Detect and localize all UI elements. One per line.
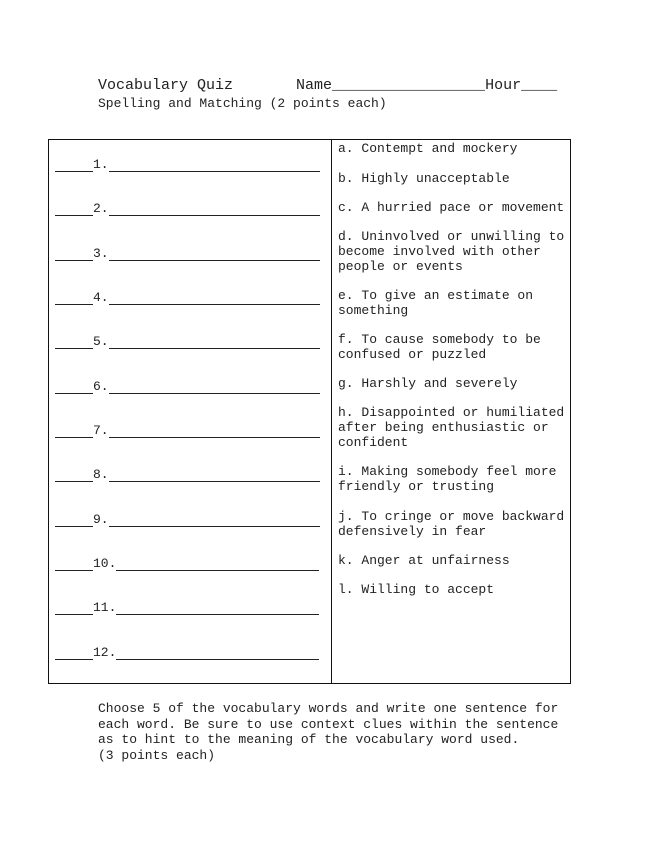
definition-item: j. To cringe or move backward defensively in fear [338, 509, 565, 539]
letter-answer-blank[interactable] [55, 556, 93, 571]
answer-blank-row [55, 642, 319, 660]
definition-item: a. Contempt and mockery [338, 141, 518, 156]
letter-answer-blank[interactable] [55, 512, 93, 527]
word-spelling-blank[interactable] [109, 246, 320, 261]
letter-answer-blank[interactable] [55, 246, 93, 261]
answer-blank-row [55, 553, 319, 571]
item-number: 10. [93, 556, 117, 571]
item-number: 8. [93, 467, 109, 482]
letter-answer-blank[interactable] [55, 423, 93, 438]
answer-blank-row [55, 287, 320, 305]
quiz-subtitle: Spelling and Matching (2 points each) [98, 96, 387, 111]
definition-item: h. Disappointed or humiliated after being enthusiastic or confident [338, 405, 565, 450]
matching-table [48, 139, 571, 684]
word-spelling-blank[interactable] [109, 201, 320, 216]
answer-blank-row [55, 597, 319, 615]
instructions-text: Choose 5 of the vocabulary words and write one sentence for each word. Be sure to use context clues within the sentence as to hint to the meaning of the vocabulary word used. [98, 701, 559, 747]
sentence-instructions [98, 701, 578, 763]
item-number: 6. [93, 379, 109, 394]
item-number: 5. [93, 334, 109, 349]
column-divider [331, 140, 332, 683]
definition-item: d. Uninvolved or unwilling to become involved with other people or events [338, 229, 565, 274]
letter-answer-blank[interactable] [55, 645, 93, 660]
item-number: 9. [93, 512, 109, 527]
word-spelling-blank[interactable] [116, 600, 319, 615]
word-spelling-blank[interactable] [116, 556, 319, 571]
word-spelling-blank[interactable] [109, 467, 320, 482]
definition-item: g. Harshly and severely [338, 376, 518, 391]
answer-blank-row [55, 154, 320, 172]
definition-item: b. Highly unacceptable [338, 171, 510, 186]
letter-answer-blank[interactable] [55, 467, 93, 482]
definition-item: c. A hurried pace or movement [338, 200, 565, 215]
letter-answer-blank[interactable] [55, 157, 93, 172]
item-number: 1. [93, 157, 109, 172]
definition-item: k. Anger at unfairness [338, 553, 510, 568]
answer-blank-row [55, 420, 320, 438]
answer-blank-row [55, 376, 320, 394]
word-spelling-blank[interactable] [109, 423, 320, 438]
item-number: 7. [93, 423, 109, 438]
word-spelling-blank[interactable] [109, 512, 320, 527]
definition-item: e. To give an estimate on something [338, 288, 534, 318]
word-spelling-blank[interactable] [116, 645, 319, 660]
definition-item: f. To cause somebody to be confused or puzzled [338, 332, 541, 362]
answer-blank-row [55, 243, 320, 261]
answer-blank-row [55, 509, 320, 527]
letter-answer-blank[interactable] [55, 290, 93, 305]
item-number: 11. [93, 600, 117, 615]
letter-answer-blank[interactable] [55, 201, 93, 216]
definition-item: l. Willing to accept [338, 582, 495, 597]
word-spelling-blank[interactable] [109, 290, 320, 305]
item-number: 12. [93, 645, 117, 660]
quiz-title-line: Vocabulary Quiz Name_________________Hour____ [98, 77, 558, 94]
word-spelling-blank[interactable] [109, 334, 320, 349]
letter-answer-blank[interactable] [55, 379, 93, 394]
item-number: 4. [93, 290, 109, 305]
item-number: 2. [93, 201, 109, 216]
definition-item: i. Making somebody feel more friendly or trusting [338, 464, 557, 494]
letter-answer-blank[interactable] [55, 600, 93, 615]
word-spelling-blank[interactable] [109, 379, 320, 394]
answer-blank-row [55, 331, 320, 349]
word-spelling-blank[interactable] [109, 157, 320, 172]
answer-blank-row [55, 464, 320, 482]
answer-blank-row [55, 198, 320, 216]
letter-answer-blank[interactable] [55, 334, 93, 349]
item-number: 3. [93, 246, 109, 261]
points-text: (3 points each) [98, 747, 216, 763]
